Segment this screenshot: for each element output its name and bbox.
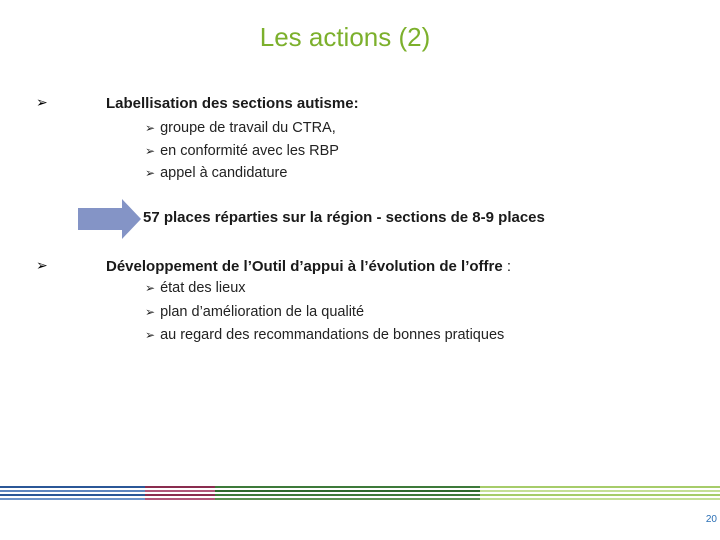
section2-heading-text: Développement de l’Outil d’appui à l’évolution de l’offre <box>106 258 503 275</box>
bullet-icon: ➢ <box>36 258 48 274</box>
list-item-text: en conformité avec les RBP <box>160 143 339 159</box>
right-arrow-icon <box>78 199 142 239</box>
bullet-icon: ➢ <box>145 144 156 158</box>
bullet-icon: ➢ <box>145 281 156 295</box>
list-item <box>145 165 287 181</box>
bullet-icon: ➢ <box>145 121 156 135</box>
list-item-text: appel à candidature <box>160 165 288 181</box>
list-item-text: plan d’amélioration de la qualité <box>160 304 365 320</box>
list-item-text: état des lieux <box>160 280 246 296</box>
section2-heading-suffix: : <box>502 258 512 275</box>
page-number: 20 <box>705 514 717 525</box>
list-item <box>145 280 246 296</box>
callout-text: 57 places réparties sur la région - sections de 8-9 places <box>143 209 545 226</box>
bullet-icon: ➢ <box>145 166 156 180</box>
bullet-icon: ➢ <box>36 95 48 111</box>
list-item <box>145 304 364 320</box>
section2-heading <box>106 258 511 275</box>
section1-heading: Labellisation des sections autisme: <box>106 95 359 112</box>
list-item <box>145 120 336 136</box>
slide-title: Les actions (2) <box>259 22 431 52</box>
footer-stripes <box>0 486 720 502</box>
list-item <box>145 143 339 159</box>
list-item-text: au regard des recommandations de bonnes pratiques <box>160 327 505 343</box>
list-item-text: groupe de travail du CTRA, <box>160 120 336 136</box>
bullet-icon: ➢ <box>145 305 156 319</box>
list-item <box>145 327 504 343</box>
bullet-icon: ➢ <box>145 328 156 342</box>
